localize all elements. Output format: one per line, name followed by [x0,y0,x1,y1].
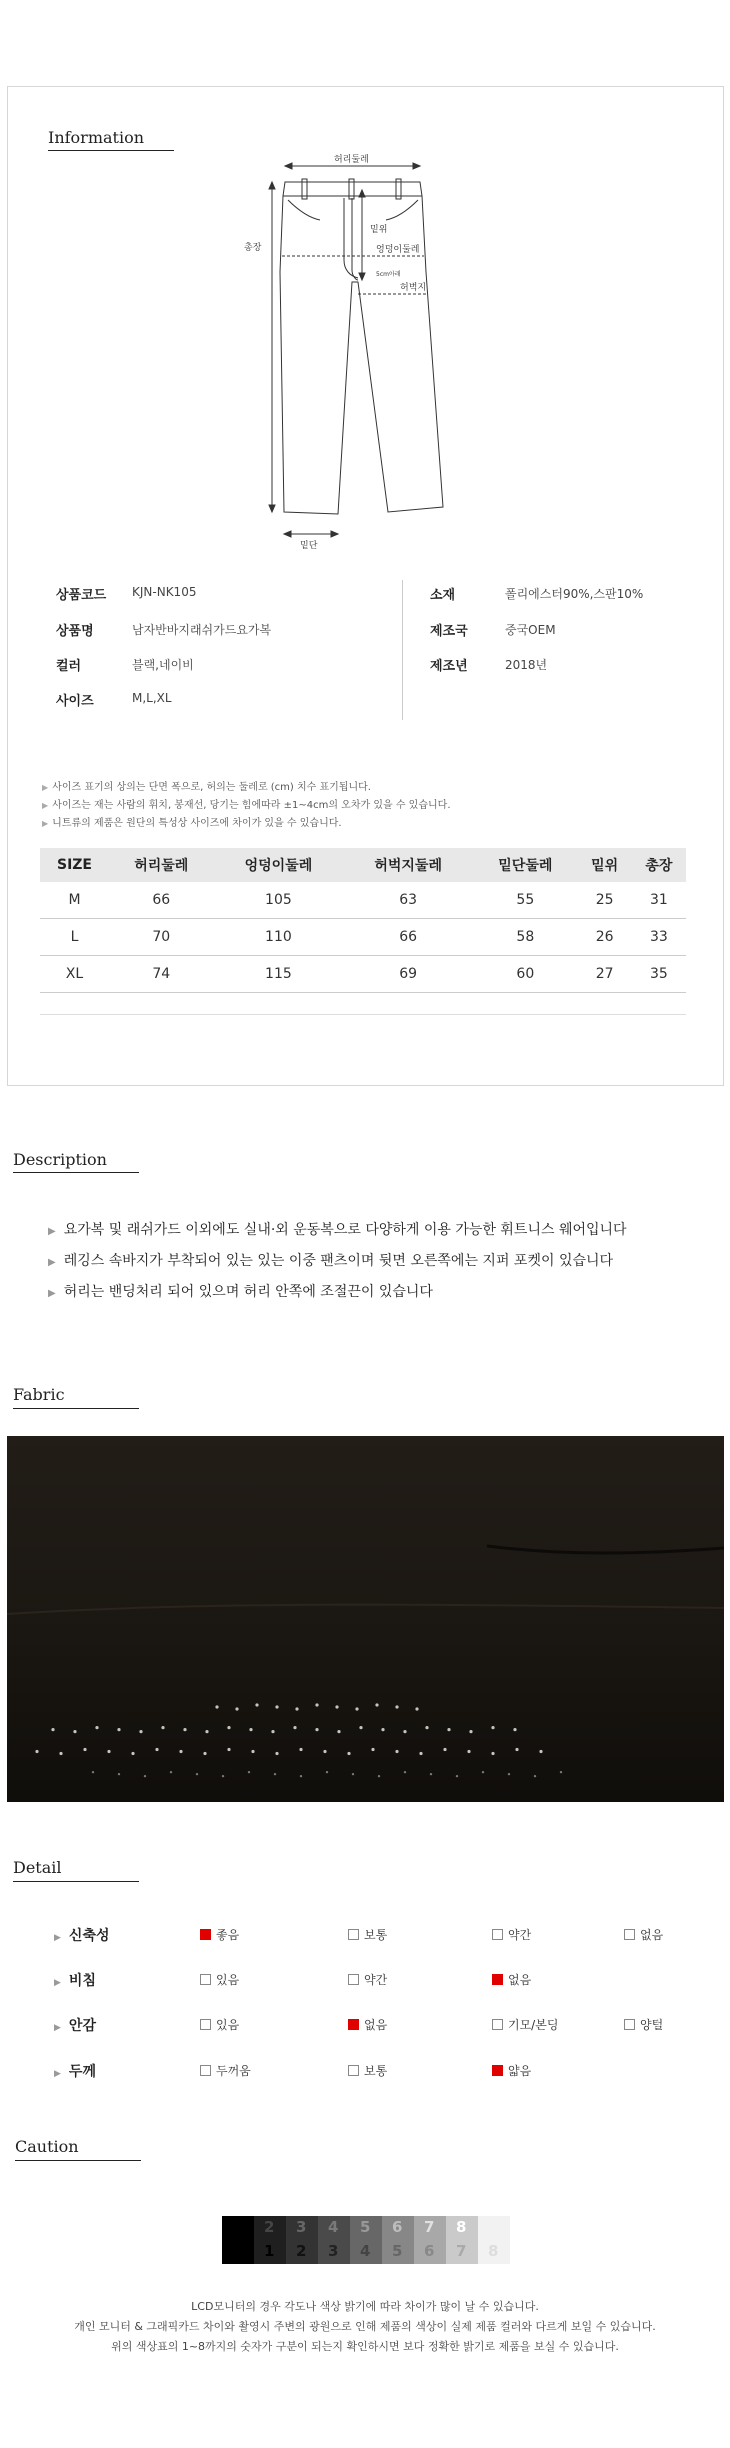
table-header-cell: 허리둘레 [109,848,214,882]
detail-title-rule [13,1881,139,1882]
swatch-bottom-number: 1 [264,2242,275,2260]
detail-option-stretch-slight[interactable] [492,1926,531,1943]
table-cell: 33 [632,919,686,956]
detail-label-thickness: ▶ 두께 [54,2061,96,2081]
table-cell: 69 [343,956,473,993]
table-header-cell: 엉덩이둘레 [214,848,344,882]
table-cell: M [40,882,109,919]
swatch-bottom-number: 7 [456,2242,467,2260]
brightness-swatch [286,2216,318,2264]
description-line-2: ▶ 레깅스 속바지가 부착되어 있는 있는 이중 팬츠이며 뒷면 오른쪽에는 지퍼 포켓이 있습니다 [48,1250,613,1270]
description-line-3: ▶ 허리는 밴딩처리 되어 있으며 허리 안쪽에 조절끈이 있습니다 [48,1281,433,1301]
checkbox-icon [348,1929,359,1940]
size-note-2: ▶ 사이즈는 재는 사람의 휘치, 봉재선, 당기는 힘에따라 ±1~4cm의 오차가 있을 수 있습니다. [42,796,451,811]
table-cell: 115 [214,956,344,993]
detail-option-sheer-none[interactable] [492,1971,531,1988]
brightness-swatch [350,2216,382,2264]
checkbox-checked-icon [348,2019,359,2030]
table-cell: 74 [109,956,214,993]
information-title-rule [48,150,174,151]
table-cell: 110 [214,919,344,956]
option-label: 있음 [216,2018,240,2032]
option-label: 두꺼움 [216,2064,251,2078]
spec-label-material: 소재 [430,588,456,603]
swatch-bottom-number: 6 [424,2242,435,2260]
table-row [40,919,686,956]
swatch-top-number: 6 [392,2218,403,2236]
option-label: 기모/본딩 [508,2018,559,2032]
diagram-label-length: 총장 [244,243,262,253]
brightness-swatch-row [222,2216,510,2264]
fabric-title: Fabric [13,1385,65,1404]
swatch-bottom-number: 4 [360,2242,371,2260]
table-header-cell: 총장 [632,848,686,882]
swatch-bottom-number: 2 [296,2242,307,2260]
brightness-swatch [382,2216,414,2264]
option-label: 보통 [364,1928,388,1942]
checkbox-icon [200,1974,211,1985]
detail-label-stretch: ▶ 신축성 [54,1925,110,1945]
pants-size-diagram [240,152,490,552]
table-cell: L [40,919,109,956]
detail-option-lining-none[interactable] [348,2016,387,2033]
fabric-photo [7,1436,724,1802]
diagram-label-hip-note: 5cm아래 [376,271,401,278]
caution-line-3: 위의 색상표의 1~8까지의 숫자가 구분이 되는지 확인하시면 보다 정확한 밝기로 제품을 보실 수 있습니다. [111,2340,619,2353]
swatch-bottom-number: 3 [328,2242,339,2260]
table-cell: 25 [578,882,632,919]
table-header-cell: 밑단둘레 [473,848,578,882]
table-cell: 66 [343,919,473,956]
brightness-swatch [222,2216,254,2264]
spec-value-material: 폴리에스터90%,스판10% [505,587,644,601]
detail-option-thin[interactable] [492,2062,531,2079]
table-cell: 105 [214,882,344,919]
swatch-top-number: 3 [296,2218,307,2236]
brightness-swatch [446,2216,478,2264]
detail-option-stretch-normal[interactable] [348,1926,387,1943]
swatch-top-number: 5 [360,2218,371,2236]
spec-value-country: 중국OEM [505,623,556,637]
table-cell: 55 [473,882,578,919]
checkbox-checked-icon [492,1974,503,1985]
information-title: Information [48,128,145,147]
option-label: 약간 [364,1973,388,1987]
table-cell: 31 [632,882,686,919]
size-note-1: ▶ 사이즈 표기의 상의는 단면 폭으로, 허의는 둘레로 (cm) 치수 표기됩니다. [42,778,371,793]
swatch-top-number: 8 [456,2218,467,2236]
checkbox-icon [492,2019,503,2030]
option-label: 없음 [640,1928,664,1942]
checkbox-icon [348,2065,359,2076]
table-cell: 66 [109,882,214,919]
spec-value-size: M,L,XL [132,691,172,705]
diagram-label-waist: 허리둘레 [334,155,369,165]
detail-option-stretch-none[interactable] [624,1926,663,1943]
table-cell: 35 [632,956,686,993]
detail-label-lining: ▶ 안감 [54,2015,96,2035]
table-cell: 27 [578,956,632,993]
detail-option-sheer-slight[interactable] [348,1971,387,1988]
spec-label-country: 제조국 [430,624,468,639]
detail-option-lining-yes[interactable] [200,2016,239,2033]
table-row [40,956,686,993]
description-title: Description [13,1150,107,1169]
swatch-top-number: 4 [328,2218,339,2236]
table-row [40,882,686,919]
detail-option-normal[interactable] [348,2062,387,2079]
spec-label-product-name: 상품명 [56,624,94,639]
option-label: 보통 [364,2064,388,2078]
spec-label-color: 컬러 [56,659,82,674]
checkbox-icon [200,2065,211,2076]
description-title-rule [13,1172,139,1173]
detail-option-lining-wool[interactable] [624,2016,663,2033]
spec-label-size: 사이즈 [56,694,94,709]
brightness-swatch [254,2216,286,2264]
checkbox-icon [624,2019,635,2030]
table-cell: XL [40,956,109,993]
diagram-label-hem: 밑단 [300,541,318,551]
spec-value-year: 2018년 [505,658,548,672]
spec-value-product-code: KJN-NK105 [132,585,197,599]
checkbox-checked-icon [492,2065,503,2076]
table-header-cell: SIZE [40,848,109,882]
caution-line-2: 개인 모니터 & 그래픽카드 차이와 촬영시 주변의 광원으로 인해 제품의 색상이 실제 제품 컬러와 다르게 보일 수 있습니다. [74,2320,656,2333]
option-label: 좋음 [216,1928,240,1942]
fabric-title-rule [13,1408,139,1409]
swatch-top-number: 7 [424,2218,435,2236]
spec-label-product-code: 상품코드 [56,588,107,603]
option-label: 있음 [216,1973,240,1987]
description-line-1: ▶ 요가복 및 래쉬가드 이외에도 실내·외 운동복으로 다양하게 이용 가능한 휘트니스 웨어입니다 [48,1219,627,1239]
checkbox-icon [492,1929,503,1940]
table-cell: 26 [578,919,632,956]
table-header-cell: 허벅지둘레 [343,848,473,882]
swatch-top-number: 2 [264,2218,275,2236]
checkbox-icon [200,2019,211,2030]
table-cell: 58 [473,919,578,956]
size-table-header [40,848,686,882]
detail-title: Detail [13,1858,62,1877]
spec-value-product-name: 남자반바지래쉬가드요가복 [132,623,272,637]
checkbox-checked-icon [200,1929,211,1940]
option-label: 얇음 [508,2064,532,2078]
diagram-label-rise: 밑위 [370,225,388,235]
table-cell: 60 [473,956,578,993]
option-label: 약간 [508,1928,532,1942]
caution-title-rule [15,2160,141,2161]
table-cell: 63 [343,882,473,919]
detail-option-stretch-good[interactable] [200,1926,239,1943]
diagram-label-hip: 엉덩이둘레 [376,245,420,255]
checkbox-icon [624,1929,635,1940]
caution-title: Caution [15,2137,79,2156]
spec-label-year: 제조년 [430,659,468,674]
detail-label-sheerness: ▶ 비침 [54,1970,96,1990]
swatch-bottom-number: 8 [488,2242,499,2260]
table-bottom-rule [40,1014,686,1015]
size-note-3: ▶ 니트류의 제품은 원단의 특성상 사이즈에 차이가 있을 수 있습니다. [42,814,342,829]
detail-option-sheer-yes[interactable] [200,1971,239,1988]
option-label: 없음 [364,2018,388,2032]
checkbox-icon [348,1974,359,1985]
detail-option-thick[interactable] [200,2062,251,2079]
option-label: 양털 [640,2018,664,2032]
spec-divider [402,580,403,720]
brightness-swatch [318,2216,350,2264]
table-cell: 70 [109,919,214,956]
table-header-cell: 밑위 [578,848,632,882]
spec-value-color: 블랙,네이비 [132,658,194,672]
brightness-swatch [414,2216,446,2264]
brightness-swatch [478,2216,510,2264]
detail-option-lining-fleece[interactable] [492,2016,558,2033]
swatch-bottom-number: 5 [392,2242,403,2260]
swatch-top-number: 1 [232,2218,243,2236]
option-label: 없음 [508,1973,532,1987]
caution-line-1: LCD모니터의 경우 각도나 색상 밝기에 따라 차이가 많이 날 수 있습니다. [191,2300,539,2313]
size-table [40,848,686,993]
diagram-label-thigh: 허벅지 [400,283,427,293]
fabric-texture [7,1436,724,1802]
